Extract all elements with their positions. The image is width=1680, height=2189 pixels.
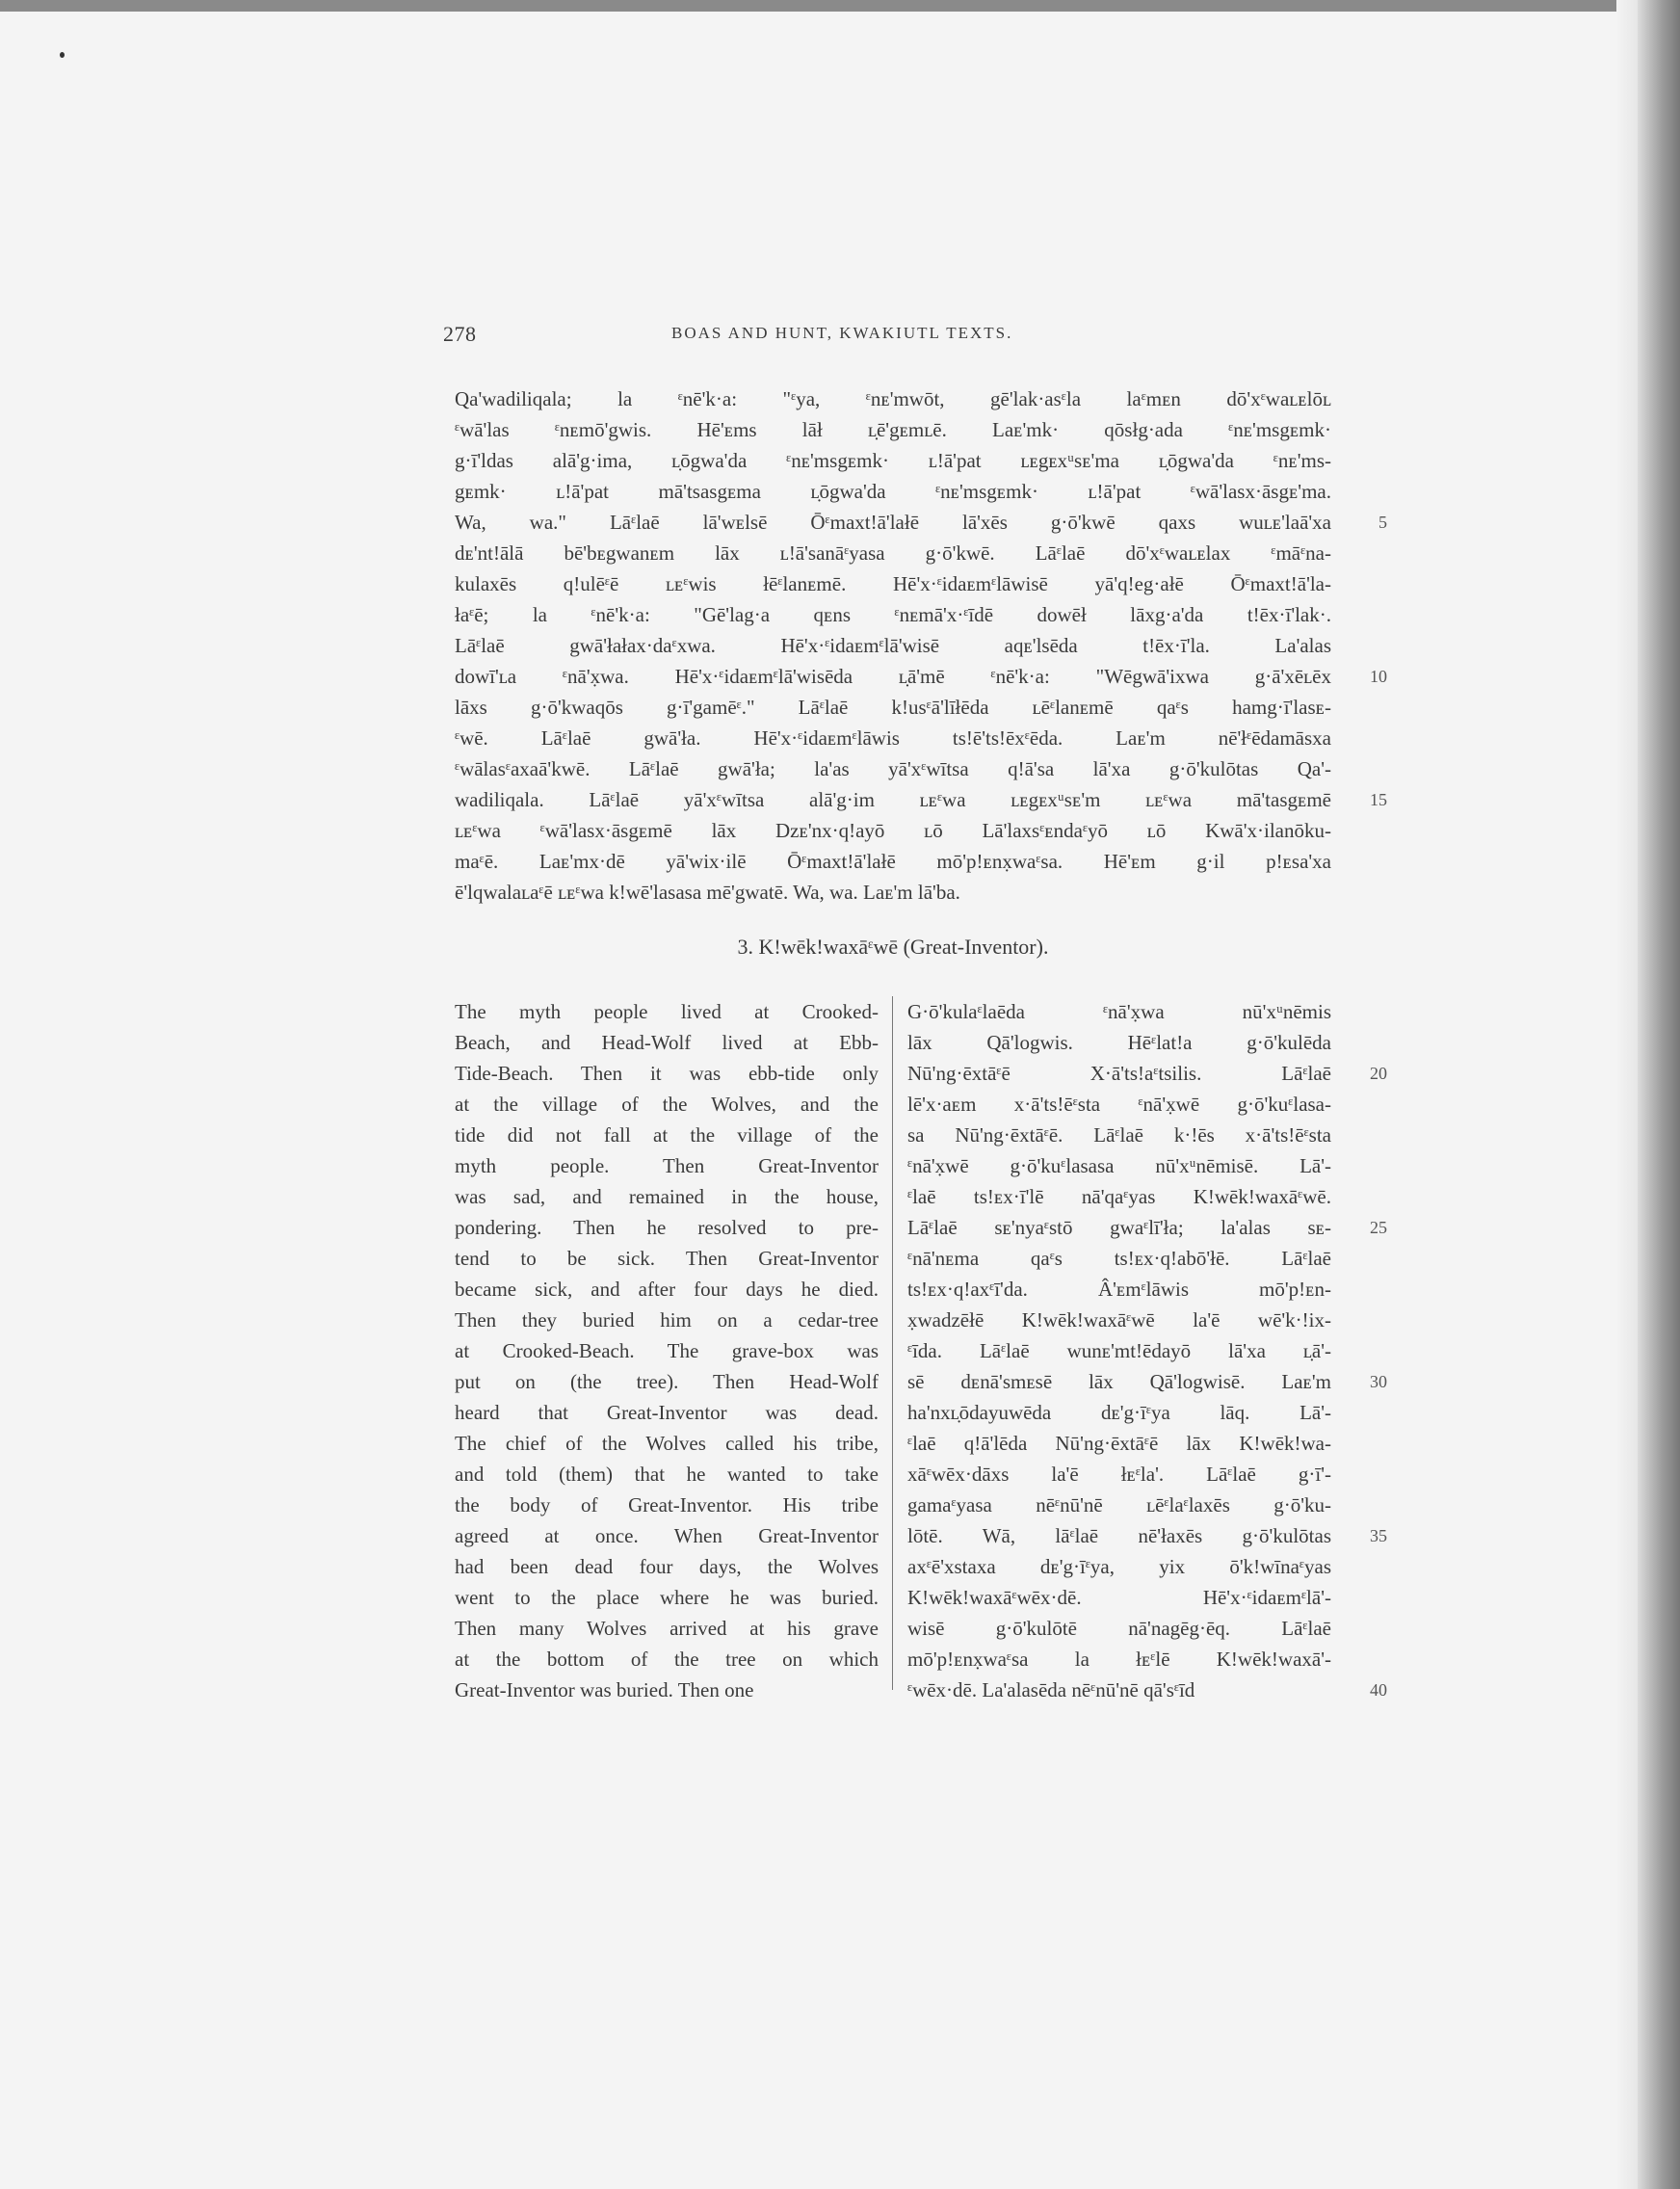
kwakiutl-text-line-text: Lāᵋlaē sᴇ'nyaᵋstō gwaᵋlī'ła; la'alas sᴇ-	[907, 1216, 1331, 1239]
translation-line: Beach, and Head-Wolf lived at Ebb-	[455, 1031, 879, 1054]
native-text-line-text: dᴇ'nt!ālā bē'bᴇgwanᴇm lāx ʟ!ā'sanāᵋyasa g·ō'kwē. Lāᵋlaē dō'xᵋwaʟᴇlax ᵋmāᵋna-	[455, 541, 1331, 565]
native-text-line	[455, 692, 1331, 723]
native-text-block	[455, 383, 1387, 908]
kwakiutl-text-line	[907, 1366, 1387, 1397]
kwakiutl-text-line-text: ᵋīda. Lāᵋlaē wunᴇ'mt!ēdayō lā'xa ʟ̣ā'-	[907, 1339, 1331, 1362]
native-text-line-text: Qa'wadiliqala; la ᵋnē'k·a: "ᵋya, ᵋnᴇ'mwōt, gē'lak·asᵋla laᵋmᴇn dō'xᵋwaʟᴇlōʟ	[455, 387, 1331, 410]
kwakiutl-text-line-text: mō'p!ᴇnx̣waᵋsa la łᴇᵋlē K!wēk!waxā'-	[907, 1648, 1331, 1671]
line-number: 15	[1370, 790, 1387, 809]
kwakiutl-text-line	[907, 1150, 1331, 1181]
kwakiutl-text-line-text: ha'nxʟ̣ōdayuwēda dᴇ'g·īᵋya lāq. Lā'-	[907, 1401, 1331, 1424]
kwakiutl-text-line	[907, 1027, 1331, 1058]
kwakiutl-text-line-text: Nū'ng·ēxtāᵋē X·ā'ts!aᵋtsilis. Lāᵋlaē	[907, 1062, 1331, 1085]
native-text-line	[455, 723, 1331, 753]
translation-line: Great-Inventor was buried. Then one	[455, 1678, 754, 1701]
kwakiutl-text-line	[907, 1613, 1331, 1644]
page-number: 278	[443, 322, 477, 346]
translation-line: heard that Great-Inventor was dead.	[455, 1401, 879, 1424]
native-text-line-text: Lāᵋlaē gwā'łałax·daᵋxwa. Hē'x·ᵋidaᴇmᵋlā'wisē aqᴇ'lsēda t!ēx·ī'la. La'alas	[455, 634, 1331, 657]
native-text-line	[455, 383, 1331, 414]
translation-line: The myth people lived at Crooked-	[455, 1000, 879, 1023]
native-text-line	[455, 784, 1387, 815]
scan-edge-right	[1638, 0, 1680, 2189]
translation-line: at Crooked-Beach. The grave-box was	[455, 1339, 879, 1362]
native-text-line-text: maᵋē. Laᴇ'mx·dē yā'wix·ilē Ōᵋmaxt!ā'lałē mō'p!ᴇnx̣waᵋsa. Hē'ᴇm g·il p!ᴇsa'xa	[455, 850, 1331, 873]
kwakiutl-text-line	[907, 1274, 1331, 1305]
kwakiutl-text-line-text: sa Nū'ng·ēxtāᵋē. Lāᵋlaē k·!ēs x·ā'ts!ēᵋsta	[907, 1123, 1331, 1147]
native-text-line	[455, 846, 1331, 877]
kwakiutl-text-line	[907, 996, 1331, 1027]
translation-line: was sad, and remained in the house,	[455, 1185, 879, 1208]
kwakiutl-text-line-text: x̣wadzēłē K!wēk!waxāᵋwē la'ē wē'k·!ix-	[907, 1308, 1331, 1332]
translation-line: went to the place where he was buried.	[455, 1586, 879, 1609]
kwakiutl-text-line	[907, 1459, 1331, 1490]
line-number: 25	[1370, 1218, 1387, 1237]
scan-edge-top	[0, 0, 1680, 12]
running-head: BOAS AND HUNT, KWAKIUTL TEXTS.	[671, 324, 1013, 342]
native-text-line-text: ʟᴇᵋwa ᵋwā'lasx·āsgᴇmē lāx Dzᴇ'nx·q!ayō ʟō Lā'laxsᵋᴇndaᵋyō ʟō Kwā'x·ilanōku-	[455, 819, 1331, 842]
kwakiutl-text-line-text: lāx Qā'logwis. Hēᵋlat!a g·ō'kulēda	[907, 1031, 1331, 1054]
line-number: 20	[1370, 1064, 1387, 1083]
kwakiutl-text-line-text: lē'x·aᴇm x·ā'ts!ēᵋsta ᵋnā'x̣wē g·ō'kuᵋlasa-	[907, 1093, 1331, 1116]
page-gutter-shadow	[1616, 0, 1638, 2189]
translation-line: Tide-Beach. Then it was ebb-tide only	[455, 1062, 879, 1085]
kwakiutl-text-line	[907, 1335, 1331, 1366]
translation-line: agreed at once. When Great-Inventor	[455, 1524, 879, 1547]
native-text-line-text: lāxs g·ō'kwaqōs g·ī'gamēᵋ." Lāᵋlaē k!usᵋā'līłēda ʟēᵋlanᴇmē qaᵋs hamg·ī'lasᴇ-	[455, 696, 1331, 719]
native-text-line-text: kulaxēs q!ulēᵋē ʟᴇᵋwis łēᵋlanᴇmē. Hē'x·ᵋidaᴇmᵋlāwisē yā'q!eg·ałē Ōᵋmaxt!ā'la-	[455, 572, 1331, 595]
kwakiutl-text-line-text: ᵋnā'x̣wē g·ō'kuᵋlasasa nū'xᵘnēmisē. Lā'-	[907, 1154, 1331, 1177]
native-text-line	[455, 414, 1331, 445]
translation-line: Then many Wolves arrived at his grave	[455, 1617, 879, 1640]
line-number: 40	[1370, 1680, 1387, 1700]
kwakiutl-text-line-text: ᵋlaē ts!ᴇx·ī'lē nā'qaᵋyas K!wēk!waxāᵋwē.	[907, 1185, 1331, 1208]
native-text-line	[455, 753, 1331, 784]
native-text-line-text: g·ī'ldas alā'g·ima, ʟ̣ōgwa'da ᵋnᴇ'msgᴇmk· ʟ!ā'pat ʟᴇgᴇxᵘsᴇ'ma ʟ̣ōgwa'da ᵋnᴇ'ms-	[455, 449, 1331, 472]
line-number: 10	[1370, 667, 1387, 686]
native-text-line-text: dowī'ʟa ᵋnā'x̣wa. Hē'x·ᵋidaᴇmᵋlā'wisēda ʟ̣ā'mē ᵋnē'k·a: "Wēgwā'ixwa g·ā'xēʟēx	[455, 665, 1331, 688]
page-header	[443, 322, 1358, 351]
kwakiutl-text-line-text: K!wēk!waxāᵋwēx·dē. Hē'x·ᵋidaᴇmᵋlā'-	[907, 1586, 1331, 1609]
native-text-line	[455, 445, 1331, 476]
kwakiutl-text-line-text: gamaᵋyasa nēᵋnū'nē ʟēᵋlaᵋlaxēs g·ō'ku-	[907, 1493, 1331, 1516]
kwakiutl-text-line	[907, 1089, 1331, 1120]
translation-line: the body of Great-Inventor. His tribe	[455, 1493, 879, 1516]
kwakiutl-text-line	[907, 1243, 1331, 1274]
native-text-line-text: ᵋwē. Lāᵋlaē gwā'ła. Hē'x·ᵋidaᴇmᵋlāwis ts!ē'ts!ēxᵋēda. Laᴇ'm nē'łᵋēdamāsxa	[455, 726, 1331, 750]
translation-line: at the village of the Wolves, and the	[455, 1093, 879, 1116]
native-text-line-text: Wa, wa." Lāᵋlaē lā'wᴇlsē Ōᵋmaxt!ā'lałē lā'xēs g·ō'kwē qaxs wuʟᴇ'laā'xa	[455, 511, 1331, 534]
line-number: 30	[1370, 1372, 1387, 1391]
kwakiutl-text-line	[907, 1058, 1387, 1089]
section-title: 3. K!wēk!waxāᵋwē (Great-Inventor).	[737, 935, 1049, 959]
native-text-line	[455, 507, 1387, 538]
native-text-line	[455, 538, 1331, 568]
kwakiutl-text-line-text: ᵋwēx·dē. La'alasēda nēᵋnū'nē qā'sᵋīd	[907, 1678, 1195, 1701]
kwakiutl-text-line	[907, 1428, 1331, 1459]
kwakiutl-text-line	[907, 1490, 1331, 1520]
native-text-line-text: gᴇmk· ʟ!ā'pat mā'tsasgᴇma ʟ̣ōgwa'da ᵋnᴇ'msgᴇmk· ʟ!ā'pat ᵋwā'lasx·āsgᴇ'ma.	[455, 480, 1331, 503]
native-text-line-text: ᵋwālasᵋaxaā'kwē. Lāᵋlaē gwā'ła; la'as yā'xᵋwītsa q!ā'sa lā'xa g·ō'kulōtas Qa'-	[455, 757, 1331, 780]
kwakiutl-text-line-text: wisē g·ō'kulōtē nā'nagēg·ēq. Lāᵋlaē	[907, 1617, 1331, 1640]
native-text-line-text: wadiliqala. Lāᵋlaē yā'xᵋwītsa alā'g·im ʟᴇᵋwa ʟᴇgᴇxᵘsᴇ'm ʟᴇᵋwa mā'tasgᴇmē	[455, 788, 1331, 811]
kwakiutl-text-line	[907, 1551, 1331, 1582]
translation-line: had been dead four days, the Wolves	[455, 1555, 879, 1578]
native-text-line	[455, 630, 1331, 661]
native-text-line	[455, 476, 1331, 507]
translation-line: The chief of the Wolves called his tribe,	[455, 1432, 879, 1455]
kwakiutl-text-line-text: ts!ᴇx·q!axᵋī'da. Â'ᴇmᵋlāwis mō'p!ᴇn-	[907, 1278, 1331, 1301]
kwakiutl-text-line-text: ᵋlaē q!ā'lēda Nū'ng·ēxtāᵋē lāx K!wēk!wa-	[907, 1432, 1331, 1455]
native-text-line-text: ē'lqwalaʟaᵋē ʟᴇᵋwa k!wē'lasasa mē'gwatē. Wa, wa. Laᴇ'm lā'ba.	[455, 881, 960, 904]
english-translation-column	[455, 996, 879, 1705]
kwakiutl-text-line-text: ᵋnā'nᴇma qaᵋs ts!ᴇx·q!abō'łē. Lāᵋlaē	[907, 1247, 1331, 1270]
kwakiutl-text-line-text: xāᵋwēx·dāxs la'ē łᴇᵋla'. Lāᵋlaē g·ī'-	[907, 1463, 1331, 1486]
kwakiutl-text-line	[907, 1305, 1331, 1335]
kwakiutl-text-line	[907, 1582, 1331, 1613]
native-text-line	[455, 815, 1331, 846]
kwakiutl-text-line-text: axᵋē'xstaxa dᴇ'g·īᵋya, yix ō'k!wīnaᵋyas	[907, 1555, 1331, 1578]
kwakiutl-text-line	[907, 1212, 1387, 1243]
kwakiutl-text-line	[907, 1397, 1331, 1428]
kwakiutl-text-line	[907, 1644, 1331, 1675]
column-divider	[892, 996, 893, 1690]
translation-line: pondering. Then he resolved to pre-	[455, 1216, 879, 1239]
native-text-line	[455, 877, 1331, 908]
native-text-line	[455, 568, 1331, 599]
kwakiutl-text-line	[907, 1181, 1331, 1212]
native-text-line-text: łaᵋē; la ᵋnē'k·a: "Gē'lag·a qᴇns ᵋnᴇmā'x·ᵋīdē dowēł lāxg·a'da t!ēx·ī'lak·.	[455, 603, 1331, 626]
kwakiutl-text-line-text: G·ō'kulaᵋlaēda ᵋnā'x̣wa nū'xᵘnēmis	[907, 1000, 1331, 1023]
kwakiutl-text-line-text: lōtē. Wā, lāᵋlaē nē'łaxēs g·ō'kulōtas	[907, 1524, 1331, 1547]
translation-line: myth people. Then Great-Inventor	[455, 1154, 879, 1177]
kwakiutl-text-line	[907, 1120, 1331, 1150]
native-text-line	[455, 661, 1387, 692]
kwakiutl-text-column	[907, 996, 1387, 1705]
translation-line: became sick, and after four days he died.	[455, 1278, 879, 1301]
native-text-line	[455, 599, 1331, 630]
kwakiutl-text-line	[907, 1675, 1387, 1705]
translation-line: tend to be sick. Then Great-Inventor	[455, 1247, 879, 1270]
translation-line: put on (the tree). Then Head-Wolf	[455, 1370, 879, 1393]
kwakiutl-text-line-text: sē dᴇnā'smᴇsē lāx Qā'logwisē. Laᴇ'm	[907, 1370, 1331, 1393]
translation-line: Then they buried him on a cedar-tree	[455, 1308, 879, 1332]
line-number: 35	[1370, 1526, 1387, 1545]
translation-line: at the bottom of the tree on which	[455, 1648, 879, 1671]
translation-line: and told (them) that he wanted to take	[455, 1463, 879, 1486]
kwakiutl-text-line	[907, 1520, 1387, 1551]
line-number: 5	[1378, 513, 1387, 532]
native-text-line-text: ᵋwā'las ᵋnᴇmō'gwis. Hē'ᴇms lāł ʟ̣ē'gᴇmʟē. Laᴇ'mk· qōsłg·ada ᵋnᴇ'msgᴇmk·	[455, 418, 1331, 441]
translation-line: tide did not fall at the village of the	[455, 1123, 879, 1147]
scan-speck	[60, 52, 65, 58]
